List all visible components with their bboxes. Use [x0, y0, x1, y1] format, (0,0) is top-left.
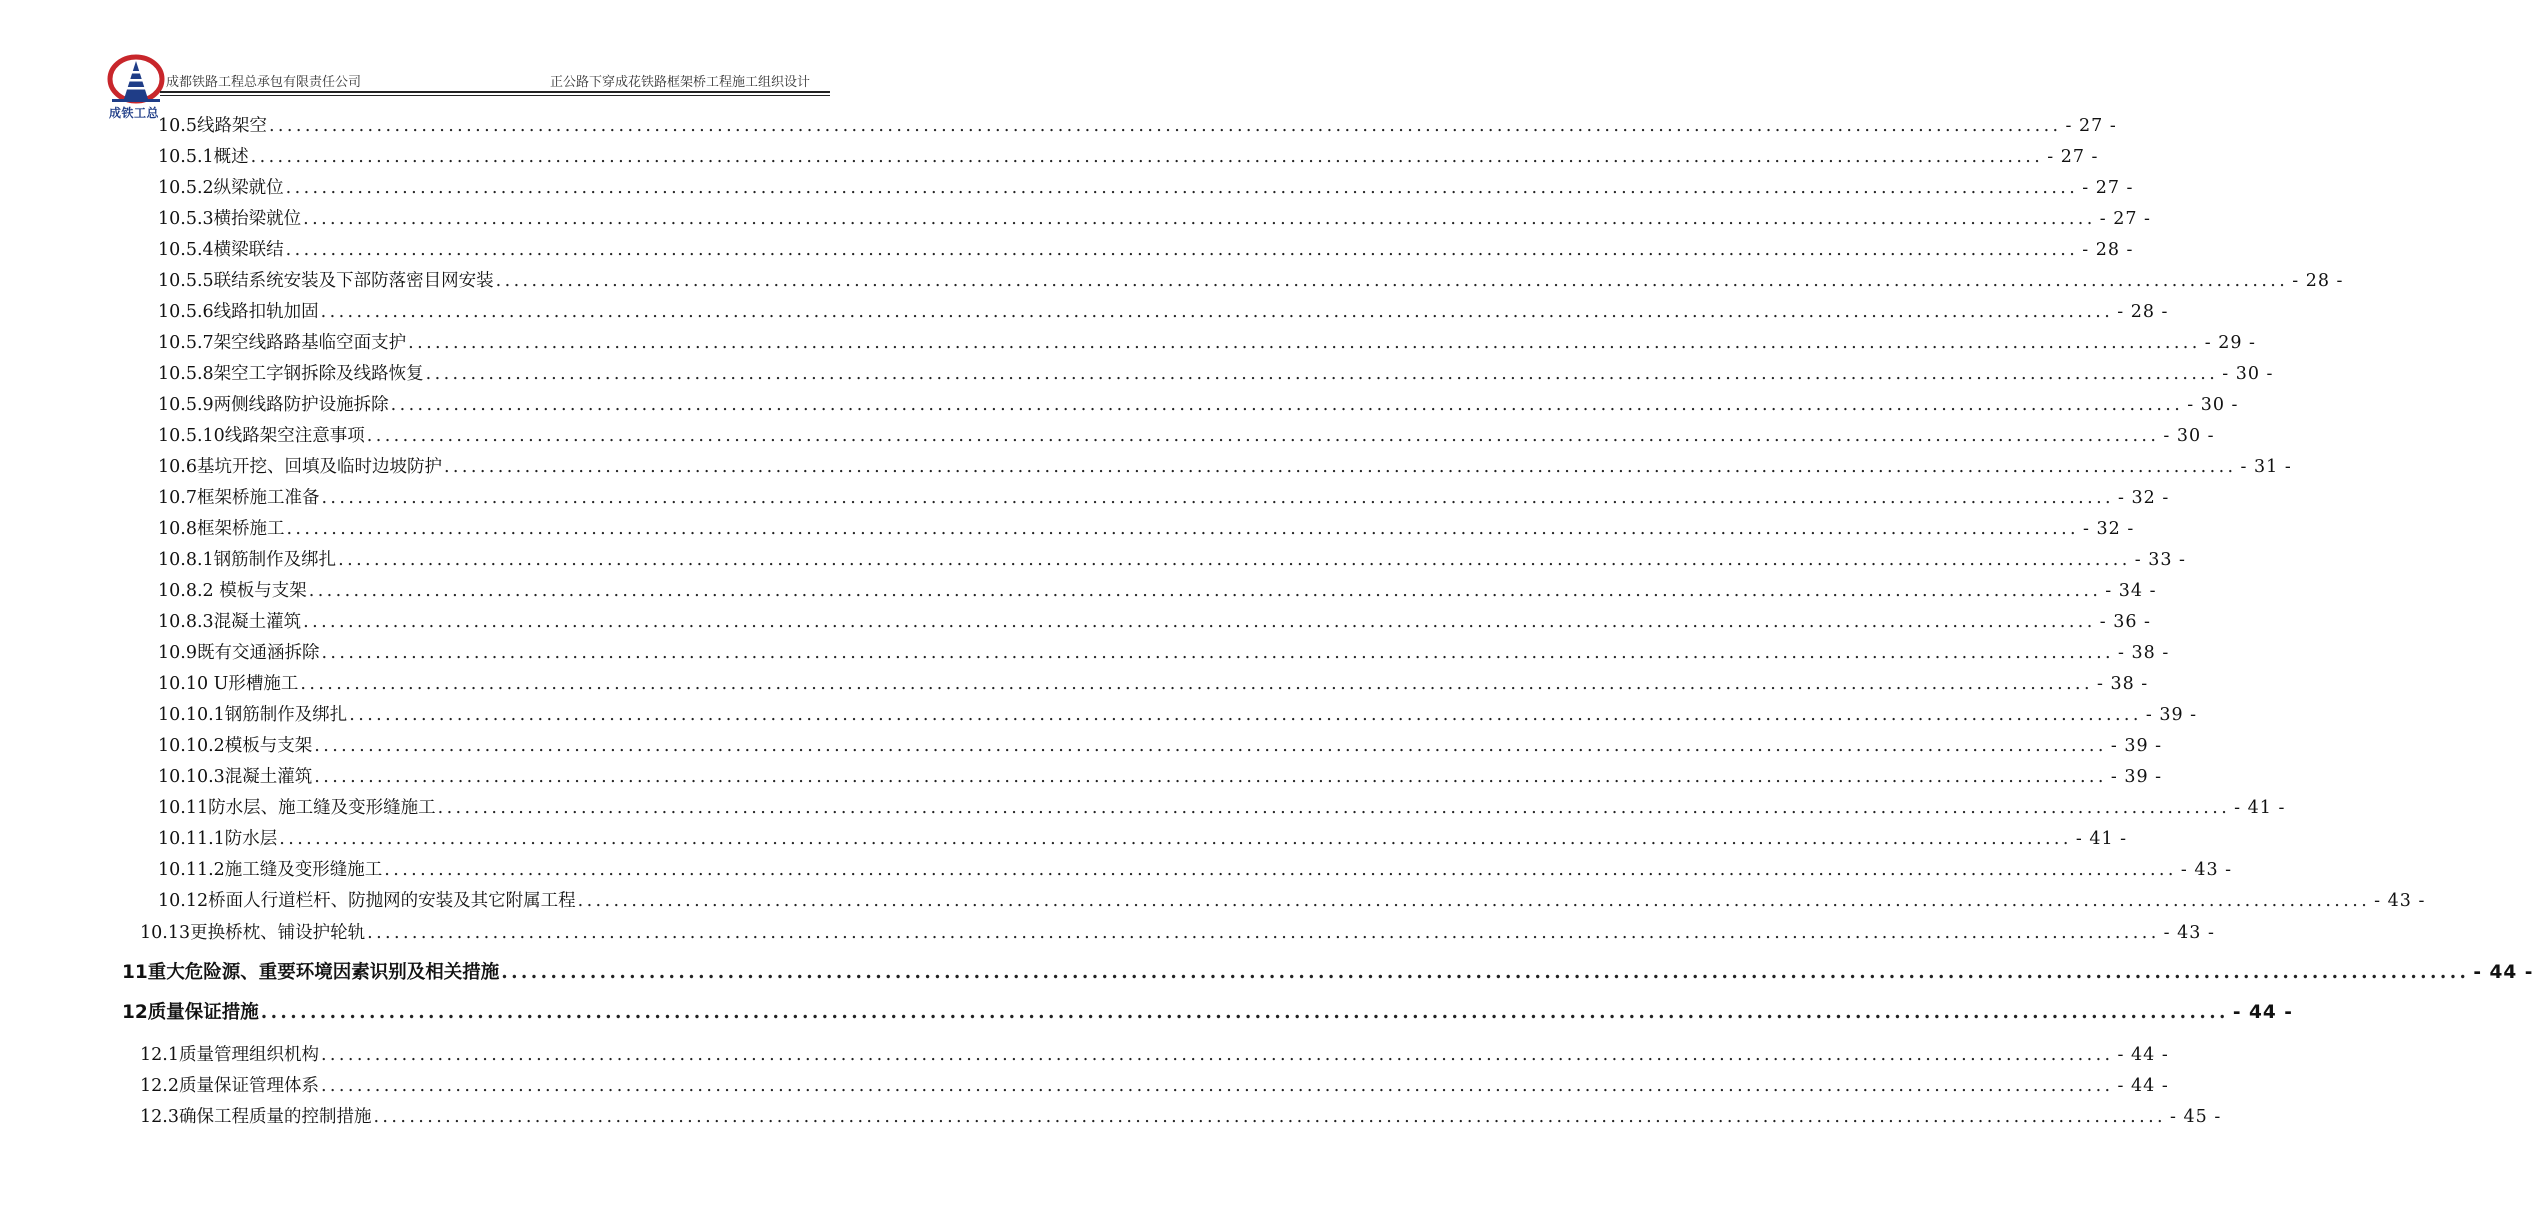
toc-entry-page: - 27 - [2099, 209, 2151, 229]
toc-dot-leader: ........................................................................................................................................................................................................ [320, 1045, 2114, 1065]
toc-dot-leader: ........................................................................................................................................................................................................ [349, 705, 2142, 725]
toc-entry[interactable] [122, 998, 2293, 1024]
toc-entry-title: 10.8框架桥施工 [158, 519, 285, 539]
toc-entry-title: 12质量保证措施 [122, 1002, 259, 1023]
toc-entry[interactable] [158, 794, 2286, 820]
toc-entry-page: - 29 - [2204, 333, 2256, 353]
toc-entry-page: - 38 - [2096, 674, 2149, 694]
toc-entry[interactable] [158, 887, 2426, 913]
toc-entry-title: 10.7框架桥施工准备 [158, 488, 320, 508]
toc-entry-page: - 43 - [2374, 891, 2426, 911]
toc-entry[interactable] [158, 484, 2170, 510]
toc-entry-title: 10.8.2 模板与支架 [158, 581, 307, 601]
toc-entry-title: 10.5.9两侧线路防护设施拆除 [158, 395, 389, 415]
toc-entry[interactable] [158, 453, 2292, 479]
toc-entry-page: - 39 - [2145, 705, 2198, 725]
toc-dot-leader: ........................................................................................................................................................................................................ [321, 488, 2115, 508]
company-logo-icon [108, 55, 164, 103]
header-rule-thin [160, 95, 830, 96]
header-rule [160, 91, 830, 93]
toc-entry-page: - 38 - [2118, 643, 2170, 663]
toc-entry-page: - 27 - [2065, 116, 2117, 136]
toc-dot-leader: ........................................................................................................................................................................................................ [285, 178, 2079, 198]
toc-entry[interactable] [158, 360, 2274, 386]
toc-entry-title: 10.6基坑开挖、回填及临时边坡防护 [158, 457, 442, 477]
toc-dot-leader: ........................................................................................................................................................................................................ [279, 829, 2072, 849]
toc-entry-page: - 33 - [2134, 550, 2186, 570]
toc-entry-page: - 43 - [2163, 923, 2215, 943]
toc-entry-title: 10.5.6线路扣轨加固 [158, 302, 319, 322]
toc-entry[interactable] [158, 267, 2344, 293]
toc-entry-page: - 34 - [2105, 581, 2157, 601]
logo-caption: 成铁工总 [109, 106, 160, 120]
toc-dot-leader: ........................................................................................................................................................................................................ [260, 1002, 2229, 1023]
toc-entry-title: 10.11防水层、施工缝及变形缝施工 [158, 798, 436, 818]
toc-entry-page: - 44 - [2473, 962, 2533, 983]
toc-entry-title: 12.1质量管理组织机构 [140, 1045, 319, 1065]
toc-entry-title: 10.13更换桥枕、铺设护轮轨 [140, 923, 366, 943]
toc-entry-title: 10.5.3横抬梁就位 [158, 209, 302, 229]
toc-entry[interactable] [158, 639, 2170, 665]
toc-entry-title: 10.11.2施工缝及变形缝施工 [158, 860, 383, 880]
toc-entry[interactable] [158, 701, 2198, 727]
toc-entry-title: 10.5.1概述 [158, 147, 249, 167]
toc-entry-page: - 30 - [2163, 426, 2215, 446]
toc-entry-page: - 28 - [2117, 302, 2169, 322]
toc-entry-title: 10.10.2模板与支架 [158, 736, 313, 756]
toc-entry[interactable] [140, 1041, 2169, 1067]
toc-entry[interactable] [158, 608, 2151, 634]
toc-dot-leader: ........................................................................................................................................................................................................ [320, 302, 2114, 322]
toc-dot-leader: ........................................................................................................................................................................................................ [443, 457, 2237, 477]
toc-dot-leader: ........................................................................................................................................................................................................ [425, 364, 2219, 384]
toc-entry-page: - 41 - [2075, 829, 2128, 849]
toc-dot-leader: ........................................................................................................................................................................................................ [314, 767, 2107, 787]
toc-entry-title: 10.5.2纵梁就位 [158, 178, 284, 198]
toc-entry-title: 10.5.8架空工字钢拆除及线路恢复 [158, 364, 424, 384]
toc-dot-leader: ........................................................................................................................................................................................................ [390, 395, 2184, 415]
toc-dot-leader: ........................................................................................................................................................................................................ [373, 1107, 2167, 1127]
toc-entry-page: - 45 - [2170, 1107, 2222, 1127]
toc-dot-leader: ........................................................................................................................................................................................................ [495, 271, 2289, 291]
document-title: 正公路下穿成花铁路框架桥工程施工组织设计 [549, 75, 810, 90]
toc-entry-title: 10.10.3混凝土灌筑 [158, 767, 313, 787]
toc-entry-page: - 36 - [2099, 612, 2151, 632]
toc-dot-leader: ........................................................................................................................................................................................................ [303, 209, 2096, 229]
toc-entry[interactable] [158, 825, 2128, 851]
toc-dot-leader: ........................................................................................................................................................................................................ [366, 426, 2160, 446]
toc-entry[interactable] [140, 1072, 2169, 1098]
toc-entry-title: 10.5.7架空线路路基临空面支护 [158, 333, 407, 353]
toc-entry-page: - 30 - [2187, 395, 2239, 415]
toc-entry[interactable] [158, 515, 2135, 541]
toc-dot-leader: ........................................................................................................................................................................................................ [408, 333, 2201, 353]
toc-dot-leader: ........................................................................................................................................................................................................ [268, 116, 2062, 136]
toc-entry[interactable] [158, 546, 2186, 572]
toc-entry[interactable] [122, 958, 2533, 984]
toc-entry-page: - 32 - [2118, 488, 2170, 508]
toc-entry[interactable] [158, 732, 2163, 758]
toc-entry[interactable] [158, 112, 2117, 138]
toc-entry-page: - 44 - [2117, 1045, 2169, 1065]
toc-dot-leader: ........................................................................................................................................................................................................ [321, 643, 2115, 663]
page-header [0, 0, 950, 125]
toc-entry[interactable] [140, 1103, 2222, 1129]
toc-entry-page: - 28 - [2082, 240, 2134, 260]
toc-entry[interactable] [158, 143, 2099, 169]
toc-dot-leader: ........................................................................................................................................................................................................ [501, 962, 2470, 983]
toc-dot-leader: ........................................................................................................................................................................................................ [437, 798, 2231, 818]
toc-entry-page: - 27 - [2047, 147, 2099, 167]
toc-entry[interactable] [158, 298, 2169, 324]
toc-dot-leader: ........................................................................................................................................................................................................ [303, 612, 2096, 632]
toc-dot-leader: ........................................................................................................................................................................................................ [384, 860, 2177, 880]
toc-entry-title: 10.5.5联结系统安装及下部防落密目网安装 [158, 271, 494, 291]
toc-entry[interactable] [158, 856, 2233, 882]
toc-dot-leader: ........................................................................................................................................................................................................ [367, 923, 2160, 943]
toc-entry-title: 10.8.1钢筋制作及绑扎 [158, 550, 337, 570]
toc-entry-page: - 44 - [2117, 1076, 2169, 1096]
toc-dot-leader: ........................................................................................................................................................................................................ [308, 581, 2102, 601]
toc-dot-leader: ........................................................................................................................................................................................................ [338, 550, 2131, 570]
company-name: 成都铁路工程总承包有限责任公司 [166, 75, 362, 90]
toc-entry[interactable] [158, 205, 2151, 231]
toc-dot-leader: ........................................................................................................................................................................................................ [320, 1076, 2114, 1096]
toc-entry-page: - 43 - [2180, 860, 2233, 880]
toc-entry[interactable] [158, 670, 2149, 696]
toc-entry-title: 10.10 U形槽施工 [158, 674, 299, 694]
toc-dot-leader: ........................................................................................................................................................................................................ [300, 674, 2093, 694]
toc-entry-page: - 39 - [2110, 736, 2163, 756]
toc-entry[interactable] [158, 391, 2239, 417]
toc-entry[interactable] [158, 422, 2215, 448]
toc-entry-page: - 31 - [2240, 457, 2292, 477]
toc-entry-page: - 32 - [2083, 519, 2135, 539]
toc-entry-page: - 28 - [2292, 271, 2344, 291]
toc-entry-title: 12.3确保工程质量的控制措施 [140, 1107, 372, 1127]
toc-entry-title: 10.5线路架空 [158, 116, 267, 136]
toc-entry-title: 11重大危险源、重要环境因素识别及相关措施 [122, 962, 500, 983]
toc-dot-leader: ........................................................................................................................................................................................................ [250, 147, 2044, 167]
toc-entry-page: - 39 - [2110, 767, 2163, 787]
toc-entry-page: - 44 - [2232, 1002, 2293, 1023]
toc-entry-title: 10.9既有交通涵拆除 [158, 643, 320, 663]
toc-entry-title: 12.2质量保证管理体系 [140, 1076, 319, 1096]
toc-entry-page: - 30 - [2222, 364, 2274, 384]
toc-entry-title: 10.11.1防水层 [158, 829, 278, 849]
toc-entry[interactable] [158, 174, 2134, 200]
toc-entry[interactable] [140, 919, 2215, 945]
toc-entry[interactable] [158, 329, 2256, 355]
toc-entry-page: - 41 - [2234, 798, 2286, 818]
toc-dot-leader: ........................................................................................................................................................................................................ [285, 240, 2079, 260]
toc-dot-leader: ........................................................................................................................................................................................................ [577, 891, 2371, 911]
toc-dot-leader: ........................................................................................................................................................................................................ [314, 736, 2107, 756]
toc-entry-title: 10.8.3混凝土灌筑 [158, 612, 302, 632]
toc-entry-title: 10.12桥面人行道栏杆、防抛网的安装及其它附属工程 [158, 891, 576, 911]
toc-entry-title: 10.5.4横梁联结 [158, 240, 284, 260]
toc-entry[interactable] [158, 577, 2157, 603]
toc-entry[interactable] [158, 763, 2163, 789]
toc-entry-title: 10.10.1钢筋制作及绑扎 [158, 705, 348, 725]
toc-dot-leader: ........................................................................................................................................................................................................ [286, 519, 2080, 539]
toc-entry-title: 10.5.10线路架空注意事项 [158, 426, 365, 446]
toc-entry-page: - 27 - [2082, 178, 2134, 198]
toc-entry[interactable] [158, 236, 2134, 262]
